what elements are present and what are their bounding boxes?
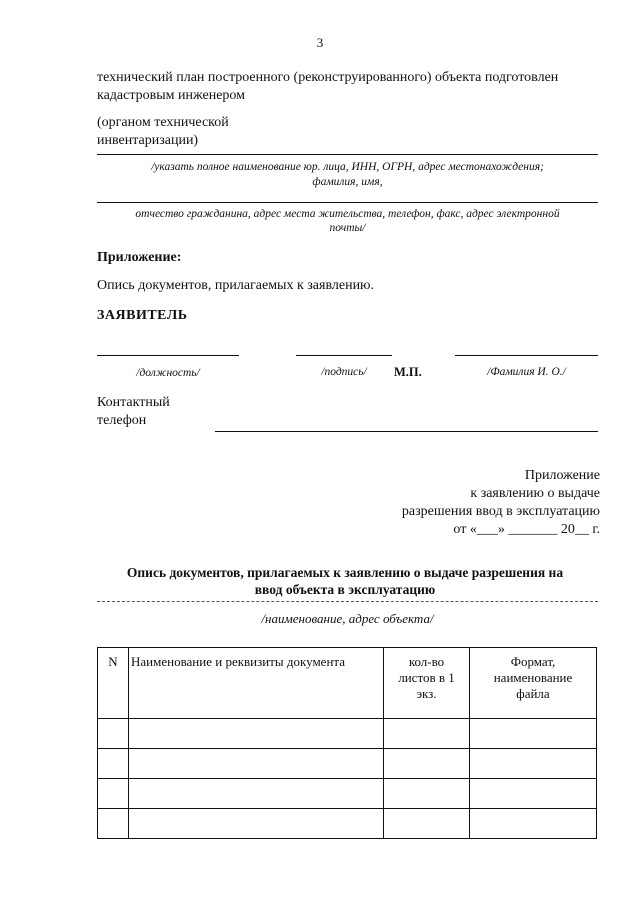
- documents-table: [97, 647, 597, 839]
- table-header-row: [98, 648, 597, 719]
- blank-line-signature: [296, 355, 392, 356]
- organ-line-2: инвентаризации): [97, 133, 199, 148]
- appendix-line-3: разрешения ввод в эксплуатацию: [401, 504, 600, 519]
- attachment-heading: Приложение:: [97, 250, 182, 265]
- table-row: [98, 779, 597, 809]
- organ-line-1: (органом технической: [97, 115, 229, 130]
- header-count: кол-во листов в 1 экз.: [384, 648, 470, 719]
- appendix-line-4: от «___» _______ 20__ г.: [453, 522, 600, 537]
- header-format: Формат, наименование файла: [470, 648, 597, 719]
- table-row: [98, 749, 597, 779]
- blank-line-object: [97, 601, 598, 602]
- hint-person-line-2: почты/: [329, 222, 366, 234]
- contact-line-1: Контактный: [97, 395, 170, 410]
- hint-person-line-1: отчество гражданина, адрес места жительства, телефон, факс, адрес электронной: [135, 208, 560, 220]
- intro-line-2: кадастровым инженером: [97, 88, 246, 103]
- blank-line-phone: [215, 431, 598, 432]
- inventory-title-line-1: Опись документов, прилагаемых к заявлению о выдаче разрешения на: [126, 565, 564, 580]
- hint-position: /должность/: [136, 367, 200, 379]
- hint-org-line-2: фамилия, имя,: [312, 176, 383, 188]
- hint-signature: /подпись/: [321, 366, 367, 378]
- hint-object: /наименование, адрес объекта/: [261, 611, 434, 626]
- contact-line-2: телефон: [97, 413, 147, 428]
- hint-org-line-1: /указать полное наименование юр. лица, ИНН, ОГРН, адрес местонахождения;: [151, 161, 544, 173]
- intro-line-1: технический план построенного (реконструированного) объекта подготовлен: [97, 70, 559, 85]
- blank-line-org: [97, 154, 598, 155]
- inventory-title-line-2: ввод объекта в эксплуатацию: [254, 582, 436, 597]
- blank-line-position: [97, 355, 239, 356]
- blank-line-person: [97, 202, 598, 203]
- appendix-block: [402, 467, 600, 539]
- appendix-line-2: к заявлению о выдаче: [470, 486, 600, 501]
- hint-name: /Фамилия И. О./: [487, 366, 566, 378]
- attachment-text: Опись документов, прилагаемых к заявлению.: [97, 278, 375, 293]
- appendix-line-1: Приложение: [524, 468, 600, 483]
- header-name: Наименование и реквизиты документа: [129, 648, 384, 719]
- table-row: [98, 719, 597, 749]
- table-row: [98, 809, 597, 839]
- page-number: 3: [316, 35, 324, 50]
- seal-label: М.П.: [394, 365, 422, 379]
- header-n: N: [98, 648, 129, 719]
- applicant-heading: ЗАЯВИТЕЛЬ: [97, 308, 188, 323]
- blank-line-name: [455, 355, 598, 356]
